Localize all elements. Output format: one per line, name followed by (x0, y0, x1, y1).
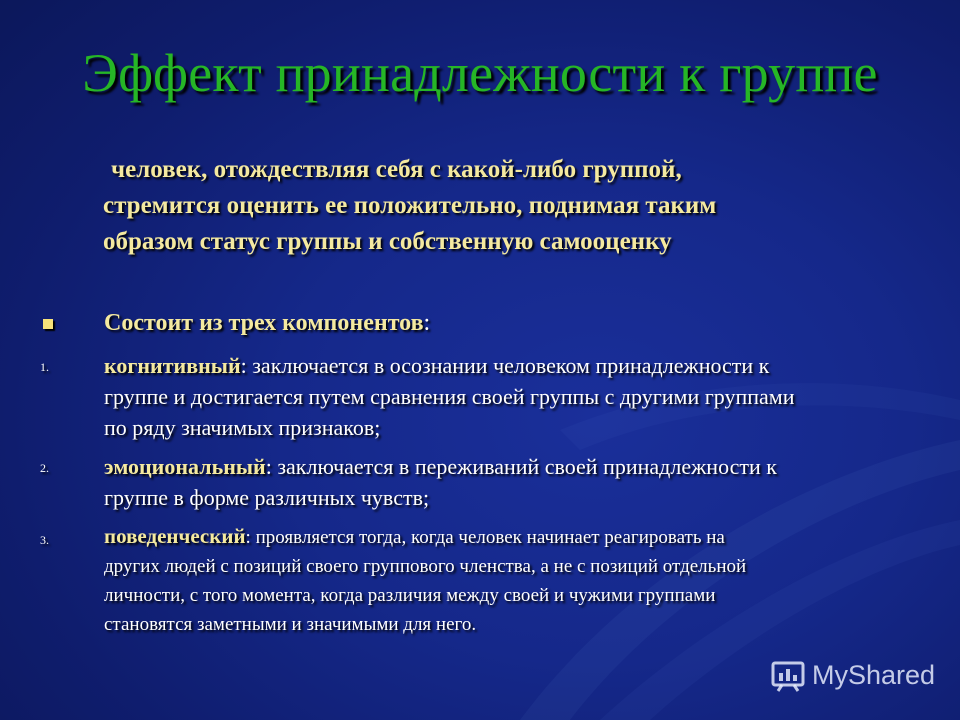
watermark-text: MyShared (812, 659, 936, 690)
myshared-logo-icon (770, 657, 806, 693)
myshared-watermark[interactable] (770, 655, 935, 695)
item-text: личности, с того момента, когда различия между своей и чужими группами (104, 585, 716, 606)
square-bullet-icon (43, 319, 53, 329)
item-number: 1. (40, 360, 49, 374)
item-term: когнитивный (104, 353, 241, 378)
components-heading-text: Состоит из трех компонентов: (104, 310, 431, 336)
item-number: 2. (40, 461, 49, 475)
item-text: группе и достигается путем сравнения своей группы с другими группами (104, 384, 795, 409)
component-item-emotional (40, 451, 924, 513)
intro-line: образом статус группы и собственную самооценку (103, 228, 672, 255)
item-text: : заключается в осознании человеком принадлежности к (240, 353, 770, 378)
item-text: по ряду значимых признаков; (104, 415, 381, 440)
intro-line: стремится оценить ее положительно, поднимая таким (103, 192, 717, 219)
item-number: 3. (40, 533, 49, 547)
item-term: эмоциональный (104, 454, 266, 479)
slide-title: Эффект принадлежности к группе (82, 43, 878, 103)
intro-text (104, 152, 864, 260)
component-item-behavioral (40, 522, 924, 639)
item-text: группе в форме различных чувств; (104, 485, 430, 510)
intro-line: человек, отождествляя себя с какой-либо группой, (111, 156, 682, 183)
item-text: : заключается в переживаний своей принадлежности к (265, 454, 777, 479)
item-text: других людей с позиций своего группового членства, а не с позиций отдельной (104, 556, 747, 577)
item-term: поведенческий (104, 524, 246, 548)
item-text: становятся заметными и значимыми для него. (104, 614, 477, 635)
item-text: : проявляется тогда, когда человек начинает реагировать на (245, 527, 725, 548)
component-item-cognitive (40, 350, 924, 443)
